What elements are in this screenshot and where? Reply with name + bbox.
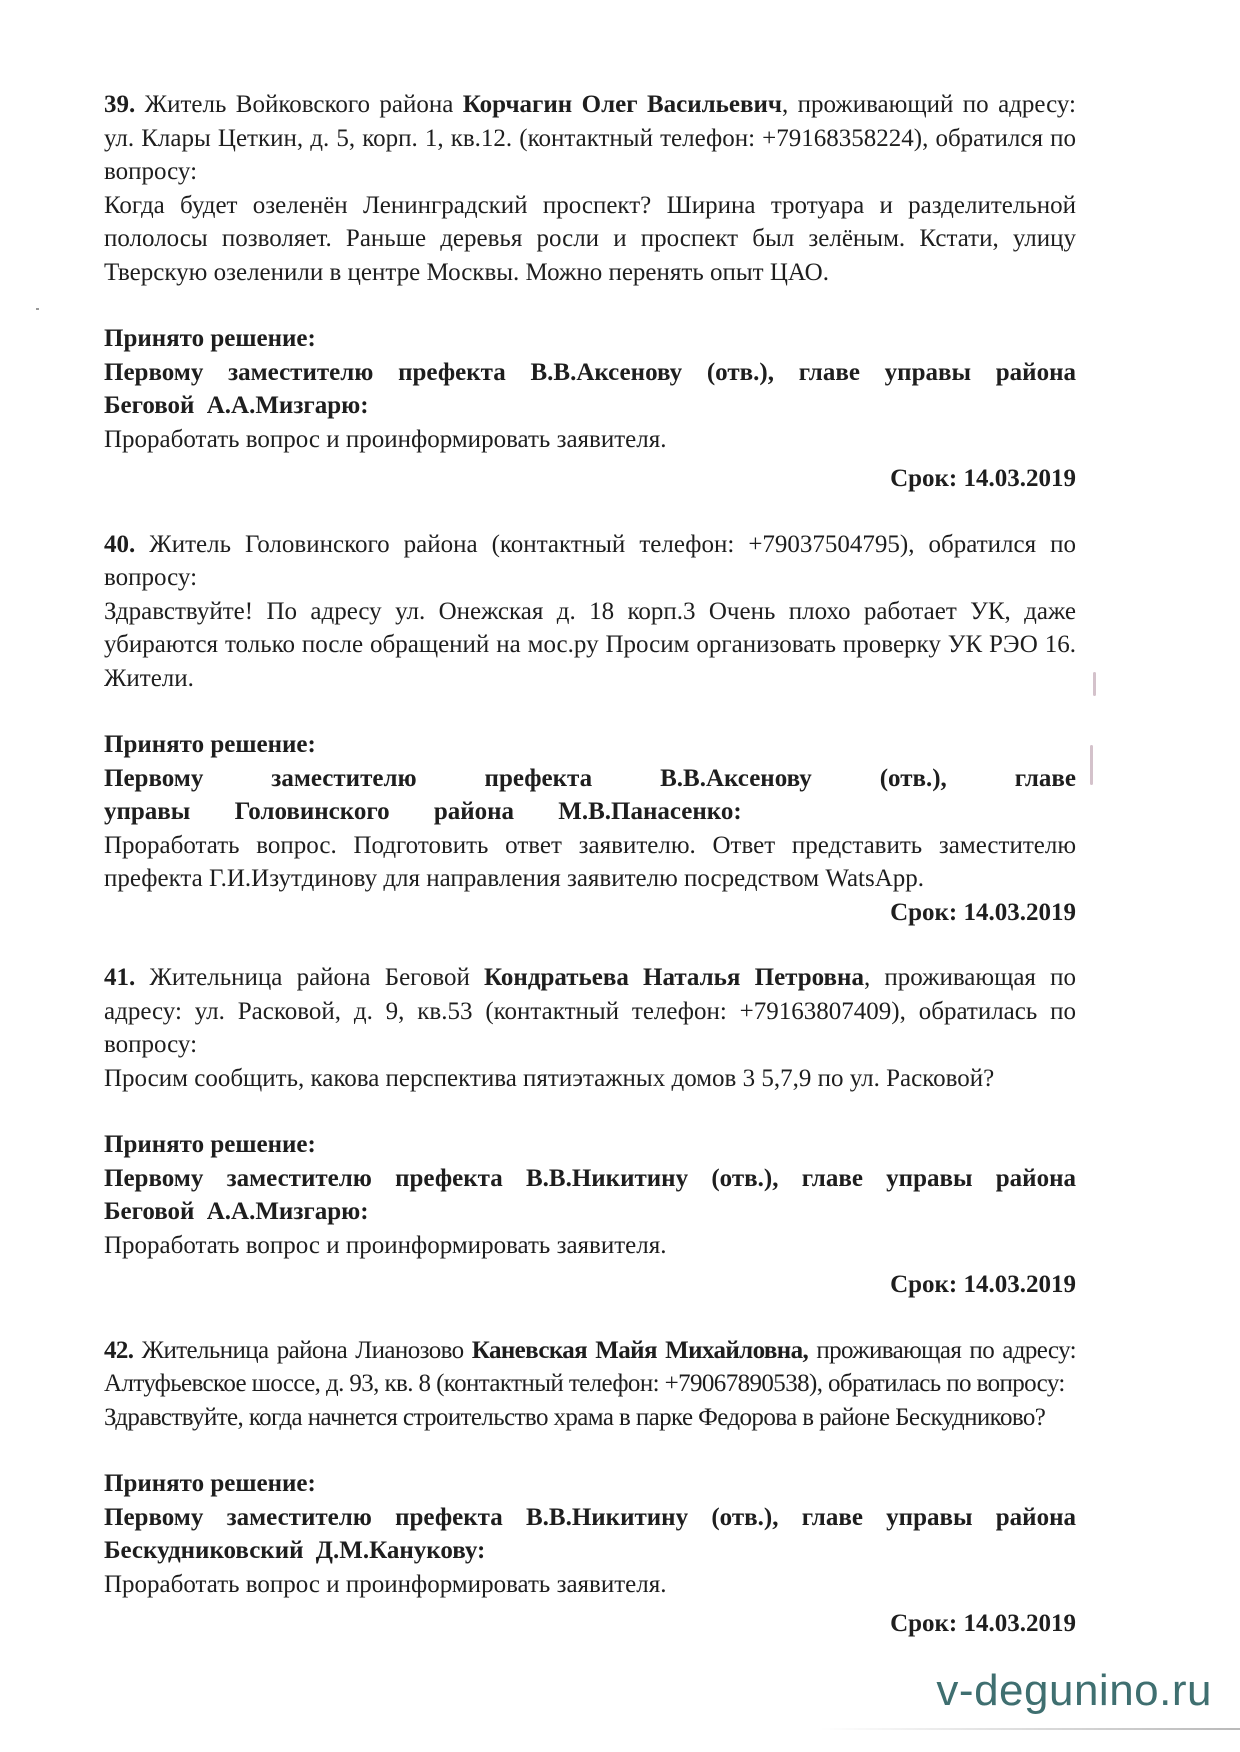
appeal-intro [104, 1334, 1076, 1401]
deadline: Срок: 14.03.2019 [890, 1271, 1076, 1298]
appeal-question: Когда будет озеленён Ленинградский проспект? Ширина тротуара и разделительной пололосы позволяет. Раньше деревья росли и проспект был зелёным. Кстати, улицу Тверскую озеленили в центре Москвы. Можно перенять опыт ЦАО. [104, 191, 1076, 286]
decision-text: Проработать вопрос и проинформировать заявителя. [104, 1570, 667, 1598]
deadline: Срок: 14.03.2019 [890, 898, 1076, 926]
deadline: Срок: 14.03.2019 [890, 1610, 1076, 1637]
appeal-question: Здравствуйте, когда начнется строительство храма в парке Федорова в районе Бескудниково? [104, 1403, 1046, 1431]
watermark-underline [820, 1728, 1240, 1730]
scan-artifact [1090, 745, 1093, 785]
decision-responsible: Первому заместителю префекта В.В.Никитину (отв.), главе управы района Беговой А.А.Мизгарю: [104, 1164, 1076, 1225]
appeal-intro-text: Житель Войковского района [135, 91, 463, 118]
appeal-intro [104, 528, 1076, 595]
appeal-number: 41. [104, 964, 136, 991]
appeal-entry-40 [104, 528, 1076, 930]
decision-responsible: Первому заместителю префекта В.В.Никитину (отв.), главе управы района Бескудниковский Д.М.Канукову: [104, 1503, 1076, 1564]
appeal-number: 40. [104, 530, 136, 558]
decision-title: Принято решение: [104, 325, 316, 352]
appeal-number: 42. [104, 1336, 134, 1364]
appeal-intro-text: Жительница района Лианозово [133, 1336, 472, 1364]
deadline: Срок: 14.03.2019 [890, 465, 1076, 492]
appeal-intro-text: , проживающая по адресу: ул. Расковой, д. 9, кв.53 (контактный телефон: +79163807409), обратилась по вопросу: [104, 964, 1076, 1058]
decision-text: Проработать вопрос и проинформировать заявителя. [104, 425, 667, 453]
appeal-entry-39 [104, 88, 1076, 496]
applicant-name: Кондратьева Наталья Петровна [484, 964, 864, 991]
appeal-intro [104, 88, 1076, 189]
decision-text: Проработать вопрос и проинформировать заявителя. [104, 1231, 667, 1259]
decision-title: Принято решение: [104, 1131, 316, 1158]
appeal-intro-text: проживающая по адресу: Алтуфьевское шоссе, д. 93, кв. 8 (контактный телефон: +79067890538), обратилась по вопросу: [104, 1336, 1077, 1397]
appeal-intro [104, 961, 1076, 1062]
decision-responsible: Первому заместителю префекта В.В.Аксенову (отв.), главе управы района Беговой А.А.Мизгарю: [104, 358, 1076, 419]
appeal-question: Просим сообщить, какова перспектива пятиэтажных домов 3 5,7,9 по ул. Расковой? [104, 1064, 995, 1092]
site-watermark: v-degunino.ru [936, 1666, 1212, 1715]
applicant-name: Корчагин Олег Васильевич [462, 91, 782, 118]
appeal-entry-42 [104, 1334, 1076, 1641]
decision-title: Принято решение: [104, 731, 316, 758]
appeal-number: 39. [104, 91, 136, 118]
appeal-question: Здравствуйте! По адресу ул. Онежская д. 18 корп.3 Очень плохо работает УК, даже убираются только после обращений на мос.ру Просим организовать проверку УК РЭО 16. Жители. [104, 597, 1076, 692]
decision-text: Проработать вопрос. Подготовить ответ заявителю. Ответ представить заместителю префекта Г.И.Изутдинову для направления заявителю посредством WatsApp. [104, 831, 1076, 892]
scan-artifact [1093, 672, 1096, 696]
appeal-intro-text: Жительница района Беговой [135, 964, 485, 991]
scan-artifact [36, 308, 39, 310]
appeal-intro-text: Житель Головинского района (контактный телефон: +79037504795), обратился по вопросу: [104, 530, 1076, 591]
decision-responsible: Первому заместителю префекта В.В.Аксенову (отв.), главе управы Головинского района М.В.Панасенко: [104, 764, 1076, 825]
applicant-name: Каневская Майя Михайловна, [471, 1336, 809, 1364]
appeal-entry-41 [104, 961, 1076, 1302]
decision-title: Принято решение: [104, 1470, 316, 1497]
document-page [104, 88, 1076, 1673]
appeal-intro-text: , проживающий по адресу: ул. Клары Цеткин, д. 5, корп. 1, кв.12. (контактный телефон: +79168358224), обратился по вопросу: [104, 91, 1076, 185]
